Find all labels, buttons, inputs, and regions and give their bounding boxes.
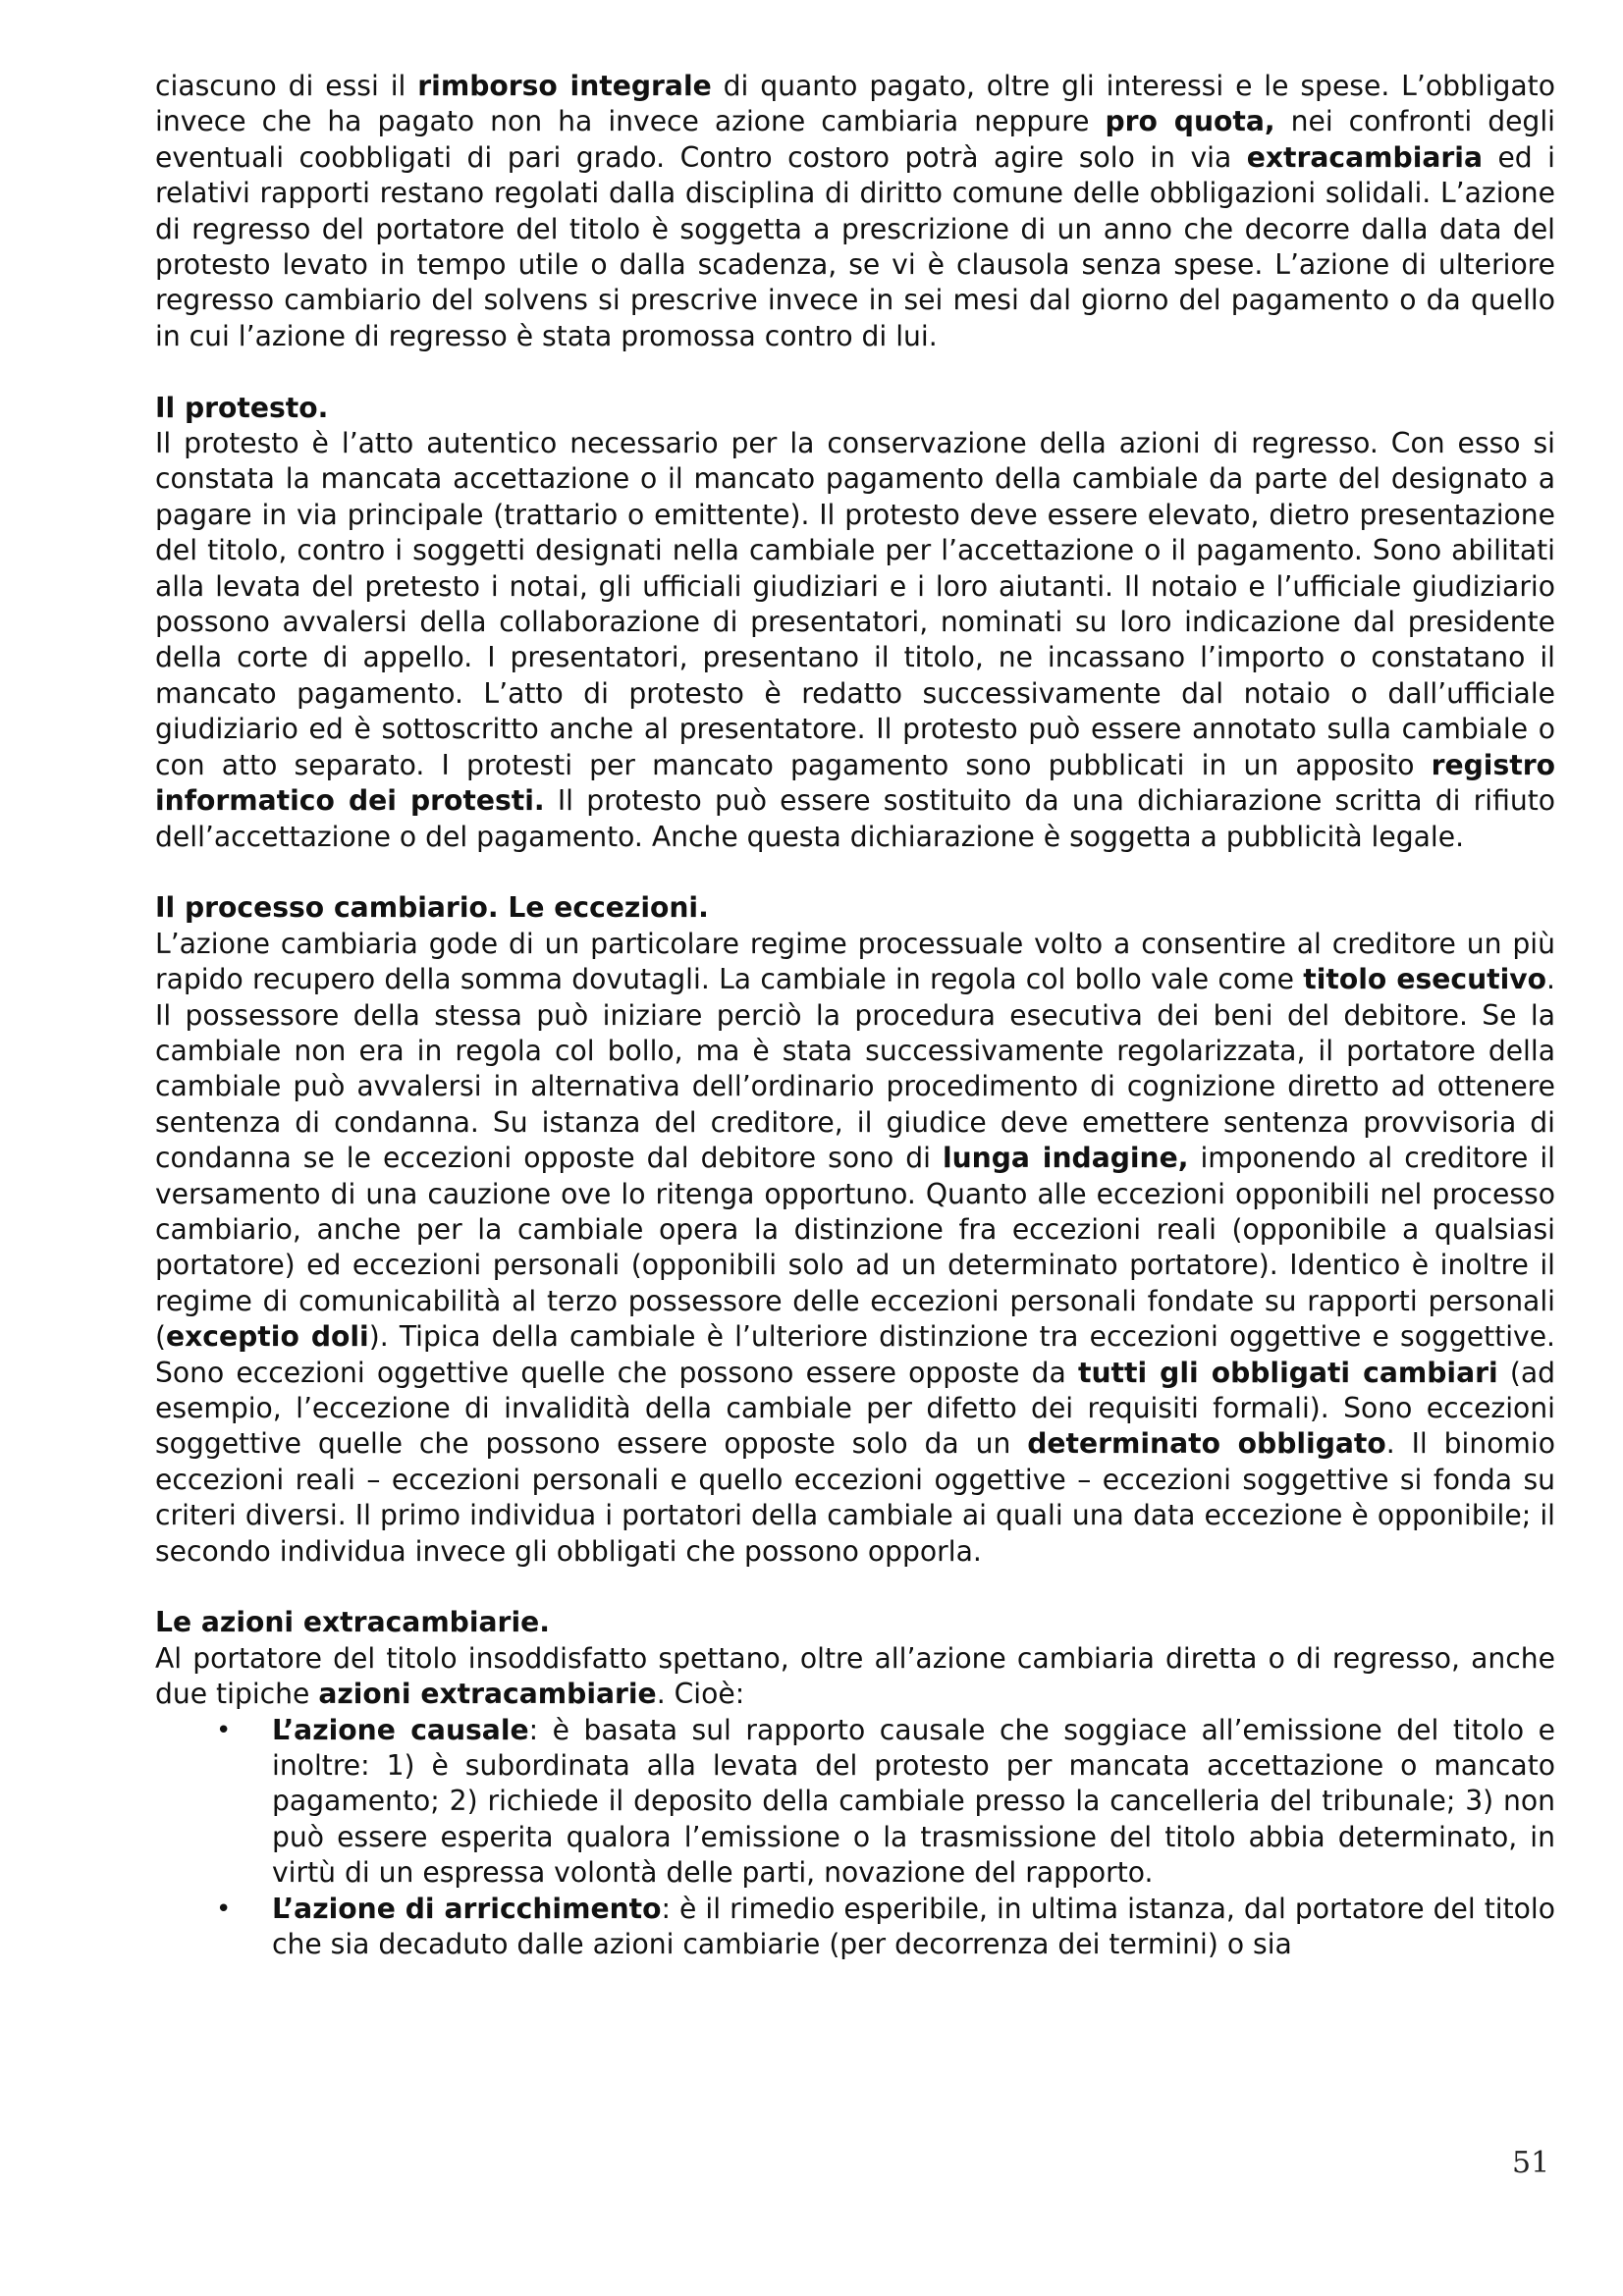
list-item: • L’azione di arricchimento: è il rimedio esperibile, in ultima istanza, dal portatore del titolo che sia decaduto dalle azioni cambiarie (per decorrenza dei termini) o sia bbox=[216, 1892, 1555, 1961]
paragraph-processo: L’azione cambiaria gode di un particolare regime processuale volto a consentire al creditore un più rapido recupero della somma dovutagli. La cambiale in regola col bollo vale come titolo esecutivo. Il possessore della stessa può iniziare perciò la procedura esecutiva dei beni del debitore. Se la cambiale non era in regola col bollo, ma è stata successivamente regolarizzata, il portatore della cambiale può avvalersi in alternativa dell’ordinario procedimento di cognizione diretto ad ottenere sentenza di condanna. Su istanza del creditore, il giudice deve emettere sentenza provvisoria di condanna se le eccezioni opposte dal debitore sono di lunga indagine, imponendo al creditore il versamento di una cauzione ove lo ritenga opportuno. Quanto alle eccezioni opponibili nel processo cambiario, anche per la cambiale opera la distinzione fra eccezioni reali (opponibile a qualsiasi portatore) ed eccezioni personali (opponibili solo ad un determinato portatore). Identico è inoltre il regime di comunicabilità al terzo possessore delle eccezioni personali fondate su rapporti personali (exceptio doli). Tipica della cambiale è l’ulteriore distinzione tra eccezioni oggettive e soggettive. Sono eccezioni oggettive quelle che possono essere opposte da tutti gli obbligati cambiari (ad esempio, l’eccezione di invalidità della cambiale per difetto dei requisiti formali). Sono eccezioni soggettive quelle che possono essere opposte solo da un determinato obbligato. Il binomio eccezioni reali – eccezioni personali e quello eccezioni oggettive – eccezioni soggettive si fonda su criteri diversi. Il primo individua i portatori della cambiale ai quali una data eccezione è opponibile; il secondo individua invece gli obbligati che possono opporla. bbox=[155, 927, 1556, 1568]
bold-term: exceptio doli bbox=[166, 1320, 369, 1354]
paragraph-spacer bbox=[155, 1570, 1555, 1605]
bold-term: pro quota, bbox=[1105, 105, 1275, 138]
bold-term: L’azione di arricchimento bbox=[272, 1892, 662, 1925]
list-item: • L’azione causale: è basata sul rapporto causale che soggiace all’emissione del titolo e inoltre: 1) è subordinata alla levata del protesto per mancata accettazione o mancato pagamento; 2) richiede il deposito della cambiale presso la cancelleria del tribunale; 3) non può essere esperita qualora l’emissione o la trasmissione del titolo abbia determinato, in virtù di un espressa volontà delle parti, novazione del rapporto. bbox=[216, 1713, 1555, 1890]
paragraph-spacer bbox=[155, 354, 1555, 390]
bullet-icon: • bbox=[216, 1894, 232, 1924]
section-heading-protesto: Il protesto. bbox=[155, 391, 329, 424]
section-heading-processo: Il processo cambiario. Le eccezioni. bbox=[155, 891, 709, 925]
bold-term: titolo esecutivo bbox=[1303, 963, 1547, 996]
bold-term: extracambiaria bbox=[1246, 140, 1483, 174]
bold-term: L’azione causale bbox=[272, 1713, 529, 1746]
document-page bbox=[155, 69, 1555, 1962]
paragraph-regresso: ciascuno di essi il rimborso integrale di quanto pagato, oltre gli interessi e le spese. L’obbligato invece che ha pagato non ha invece azione cambiaria neppure pro quota, nei confronti degli eventuali coobbligati di pari grado. Contro costoro potrà agire solo in via extracambiaria ed i relativi rapporti restano regolati dalla disciplina di diritto comune delle obbligazioni solidali. L’azione di regresso del portatore del titolo è soggetta a prescrizione di un anno che decorre dalla data del protesto levato in tempo utile o dalla scadenza, se vi è clausola senza spese. L’azione di ulteriore regresso cambiario del solvens si prescrive invece in sei mesi dal giorno del pagamento o da quello in cui l’azione di regresso è stata promossa contro di lui. bbox=[155, 70, 1555, 352]
paragraph-extracambiarie: Al portatore del titolo insoddisfatto spettano, oltre all’azione cambiaria diretta o di regresso, anche due tipiche azioni extracambiarie. Cioè: bbox=[155, 1641, 1555, 1711]
bold-term: tutti gli obbligati cambiari bbox=[1078, 1356, 1498, 1389]
bullet-list bbox=[155, 1713, 1555, 1963]
bold-term: registro informatico dei protesti. bbox=[155, 748, 1555, 818]
paragraph-spacer bbox=[155, 855, 1555, 890]
bullet-icon: • bbox=[216, 1715, 232, 1745]
page-number: 51 bbox=[1512, 2146, 1550, 2180]
bold-term: determinato obbligato bbox=[1027, 1427, 1386, 1461]
bold-term: lunga indagine, bbox=[942, 1142, 1189, 1175]
section-heading-extracambiarie: Le azioni extracambiarie. bbox=[155, 1606, 550, 1639]
bold-term: rimborso integrale bbox=[417, 70, 712, 102]
bold-term: azioni extracambiarie bbox=[318, 1678, 657, 1711]
paragraph-protesto: Il protesto è l’atto autentico necessario per la conservazione della azioni di regresso. Con esso si constata la mancata accettazione o il mancato pagamento della cambiale da parte del designato a pagare in via principale (trattario o emittente). Il protesto deve essere elevato, dietro presentazione del titolo, contro i soggetti designati nella cambiale per l’accettazione o il pagamento. Sono abilitati alla levata del pretesto i notai, gli ufficiali giudiziari e i loro aiutanti. Il notaio e l’ufficiale giudiziario possono avvalersi della collaborazione di presentatori, nominati su loro indicazione dal presidente della corte di appello. I presentatori, presentano il titolo, ne incassano l’importo o constatano il mancato pagamento. L’atto di protesto è redatto successivamente dal notaio o dall’ufficiale giudiziario ed è sottoscritto anche al presentatore. Il protesto può essere annotato sulla cambiale o con atto separato. I protesti per mancato pagamento sono pubblicati in un apposito registro informatico dei protesti. Il protesto può essere sostituito da una dichiarazione scritta di rifiuto dell’accettazione o del pagamento. Anche questa dichiarazione è soggetta a pubblicità legale. bbox=[155, 427, 1555, 853]
